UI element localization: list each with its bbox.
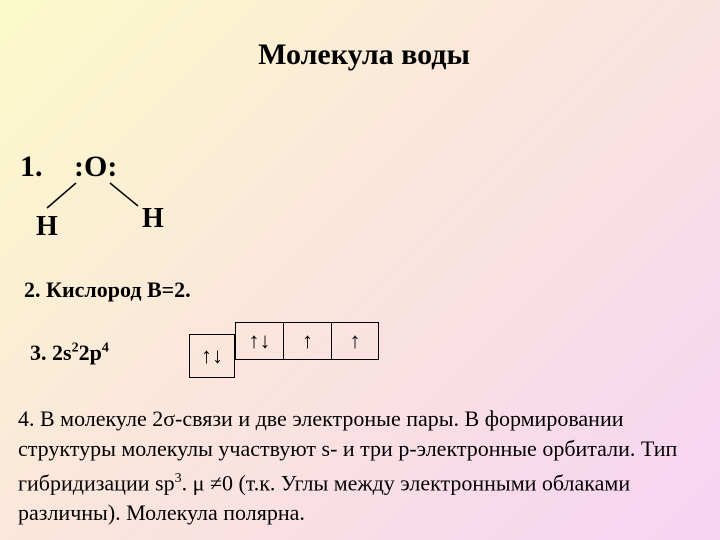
item-4-part-1: 4. В молекуле 2σ-связи и две электроные пары. В формировании структуры молекулы участвуют s- и три p-электронные орбитали. Тип гибридизации sp	[18, 406, 678, 496]
slide-title: Молекула воды	[258, 38, 470, 71]
item-2-text: 2. Кислород B=2.	[24, 277, 191, 302]
hydrogen-right-label: H	[142, 203, 164, 234]
electron-configuration	[30, 340, 109, 366]
orbital-cell-p2: ↑	[283, 322, 332, 360]
item-4-sup: 3	[174, 471, 182, 486]
item-1-number: 1.	[20, 150, 43, 183]
hydrogen-left-label: H	[36, 211, 58, 242]
orbital-cell-p1: ↑↓	[235, 322, 284, 360]
oxygen-atom-label: :O:	[74, 150, 118, 183]
item-4-part-2: . μ ≠0 (т.к. Углы между электронными облаками различны). Молекула полярна.	[18, 470, 631, 526]
item-4-paragraph	[18, 404, 708, 528]
orbital-cell-s: ↑↓	[189, 334, 235, 378]
config-sup-1: 2	[71, 340, 79, 356]
bond-line-left	[47, 183, 76, 208]
config-sup-2: 4	[101, 340, 109, 356]
config-mid: 2p	[78, 340, 102, 365]
config-prefix: 3. 2s	[30, 340, 72, 365]
orbital-cell-p3: ↑	[331, 322, 379, 360]
bond-line-right	[110, 183, 138, 206]
